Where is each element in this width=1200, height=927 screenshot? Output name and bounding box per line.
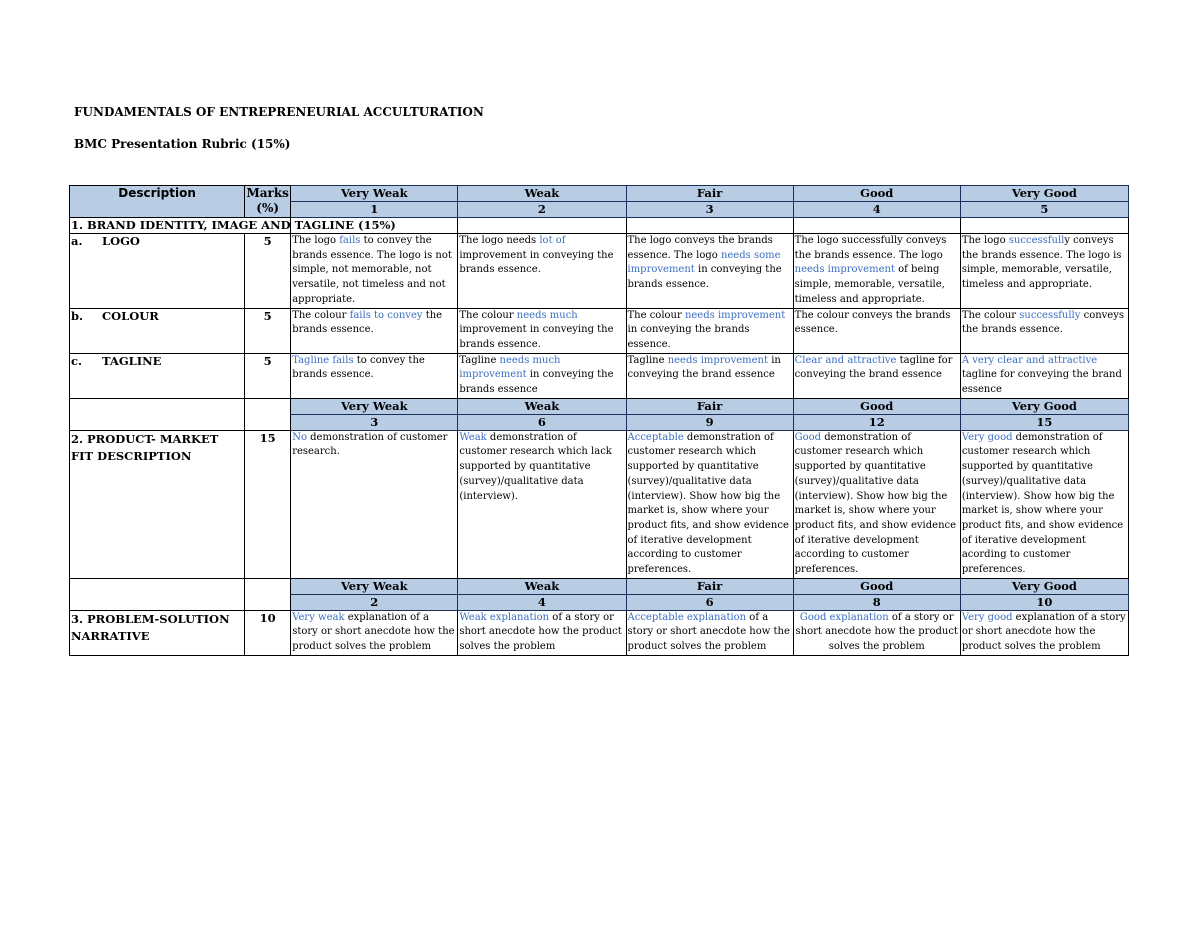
rubric-row-problem-solution — [70, 610, 1129, 655]
rubric-cell — [626, 430, 793, 578]
section2-level-row — [70, 398, 1129, 414]
highlighted-text: needs improvement — [667, 354, 769, 366]
cell-text: y conveys the brands essence. The logo is simple, memorable, versatile, timeless and appropriate. — [961, 235, 1122, 291]
highlighted-text: successfully — [1019, 309, 1081, 321]
criterion-tagline — [70, 353, 245, 398]
cell-text: The logo needs — [459, 235, 540, 246]
cell-text: of being simple, memorable, versatile, timeless and appropriate. — [794, 264, 945, 305]
highlighted-text: Acceptable explanation — [627, 611, 747, 623]
document-title: FUNDAMENTALS OF ENTREPRENEURIAL ACCULTURATION — [74, 105, 484, 119]
level-very-good: Very Good — [960, 186, 1128, 202]
cell-text: demonstration of customer research which supported by quantitative (survey)/qualitative data (interview). Show how big the market is, show where your product fits, and show evidence of iterative development according to customer preferences. — [627, 431, 789, 576]
score-cell: 5 — [960, 202, 1128, 218]
criterion-problem-solution: 3. PROBLEM-SOLUTION NARRATIVE — [70, 610, 245, 655]
marks-header — [245, 186, 291, 218]
criterion-prefix: b. — [71, 308, 84, 323]
rubric-cell — [291, 610, 458, 655]
level-very-good: Very Good — [960, 398, 1128, 414]
section1-title-row — [70, 218, 1129, 234]
rubric-cell — [458, 430, 626, 578]
cell-text: to convey the brands essence. — [292, 354, 425, 381]
cell-text: The colour conveys the brands essence. — [794, 309, 951, 336]
highlighted-text: needs improvement — [794, 264, 895, 276]
rubric-cell — [458, 353, 626, 398]
marks-header-line1: Marks — [246, 186, 289, 200]
rubric-cell — [793, 610, 960, 655]
level-good: Good — [793, 578, 960, 594]
rubric-row-logo — [70, 234, 1129, 309]
cell-text: The logo — [961, 235, 1009, 246]
level-very-weak: Very Weak — [291, 578, 458, 594]
rubric-cell — [626, 234, 793, 309]
rubric-cell — [960, 610, 1128, 655]
score-cell: 3 — [291, 414, 458, 430]
cell-text: conveys the brands essence. — [961, 309, 1125, 336]
criterion-logo — [70, 234, 245, 309]
marks-value: 10 — [245, 610, 291, 655]
highlighted-text: needs improvement — [684, 309, 786, 321]
rubric-cell — [458, 308, 626, 353]
highlighted-text: needs much improvement — [459, 354, 561, 381]
cell-text: the brands essence. — [292, 309, 443, 336]
level-fair: Fair — [626, 398, 793, 414]
highlighted-text: fails — [339, 235, 361, 246]
empty-cell — [793, 218, 960, 234]
score-cell: 3 — [626, 202, 793, 218]
cell-text: tagline for conveying the brand essence — [794, 354, 953, 381]
score-cell: 12 — [793, 414, 960, 430]
level-very-weak: Very Weak — [291, 186, 458, 202]
rubric-cell — [291, 308, 458, 353]
rubric-cell — [793, 308, 960, 353]
highlighted-text: Good explanation — [799, 611, 889, 623]
score-cell: 6 — [626, 594, 793, 610]
level-fair: Fair — [626, 578, 793, 594]
score-cell: 15 — [960, 414, 1128, 430]
marks-header-line2: (%) — [256, 201, 280, 215]
section3-level-row — [70, 578, 1129, 594]
cell-text: demonstration of customer research which supported by quantitative (survey)/qualitative data (interview). Show how big the market is, show where your product fits, and show evidence of iterative development acording to customer preferences. — [961, 431, 1124, 576]
rubric-cell — [793, 430, 960, 578]
marks-value: 5 — [245, 234, 291, 309]
score-cell: 2 — [458, 202, 626, 218]
cell-text: in conveying the brand essence — [627, 354, 781, 381]
highlighted-text: fails to convey — [349, 309, 423, 321]
rubric-cell — [626, 610, 793, 655]
highlighted-text: Acceptable — [627, 431, 684, 443]
level-weak: Weak — [458, 578, 626, 594]
cell-text: explanation of a story or short anecdote how the product solves the problem — [961, 611, 1126, 653]
criterion-prefix: a. — [71, 234, 83, 248]
empty-cell — [245, 398, 291, 430]
rubric-cell — [960, 353, 1128, 398]
criterion-product-market-fit: 2. PRODUCT- MARKET FIT DESCRIPTION — [70, 430, 245, 578]
criterion-prefix: c. — [71, 353, 83, 368]
cell-text: of a story or short anecdote how the product solves the problem — [459, 611, 622, 653]
cell-text: in conveying the brands essence. — [627, 264, 782, 291]
cell-text: The logo successfully conveys the brands essence. The logo — [794, 235, 947, 261]
section1-title: 1. BRAND IDENTITY, IMAGE AND TAGLINE (15%) — [71, 218, 396, 232]
level-good: Good — [793, 186, 960, 202]
document-subtitle: BMC Presentation Rubric (15%) — [74, 137, 291, 151]
rubric-cell — [291, 430, 458, 578]
score-cell: 6 — [458, 414, 626, 430]
level-very-weak: Very Weak — [291, 398, 458, 414]
cell-text: explanation of a story or short anecdote how the product solves the problem — [292, 611, 455, 653]
rubric-cell — [626, 308, 793, 353]
marks-value: 5 — [245, 308, 291, 353]
cell-text: of a story or short anecdote how the product solves the problem — [795, 611, 958, 653]
cell-text: tagline for conveying the brand essence — [961, 369, 1122, 396]
rubric-cell — [960, 308, 1128, 353]
rubric-cell — [291, 234, 458, 309]
cell-text: demonstration of customer research. — [292, 431, 448, 458]
highlighted-text: Weak — [459, 431, 487, 443]
rubric-row-tagline — [70, 353, 1129, 398]
empty-cell — [70, 578, 245, 610]
score-cell: 4 — [793, 202, 960, 218]
score-cell: 9 — [626, 414, 793, 430]
score-cell: 4 — [458, 594, 626, 610]
cell-text: in conveying the brands essence — [459, 369, 614, 396]
rubric-cell — [458, 234, 626, 309]
header-level-row — [70, 186, 1129, 202]
cell-text: The colour — [459, 309, 517, 321]
level-very-good: Very Good — [960, 578, 1128, 594]
rubric-cell — [793, 353, 960, 398]
criterion-colour — [70, 308, 245, 353]
cell-text: demonstration of customer research which lack supported by quantitative (survey)/qualitative data (interview). — [459, 431, 612, 502]
cell-text: The logo — [292, 235, 340, 246]
highlighted-text: No — [292, 431, 307, 443]
cell-text: Tagline — [627, 354, 668, 366]
rubric-cell — [960, 430, 1128, 578]
criterion-name: COLOUR — [102, 308, 159, 323]
marks-value: 15 — [245, 430, 291, 578]
cell-text: The colour — [292, 309, 350, 321]
criterion-name: LOGO — [102, 234, 140, 248]
empty-cell — [626, 218, 793, 234]
score-cell: 2 — [291, 594, 458, 610]
cell-text: to convey the brands essence. The logo is not simple, not memorable, not versatile, not timeless and not appropriate. — [292, 235, 452, 305]
level-fair: Fair — [626, 186, 793, 202]
score-cell: 10 — [960, 594, 1128, 610]
cell-text: of a story or short anecdote how the product solves the problem — [627, 611, 790, 653]
cell-text: in conveying the brands essence. — [627, 324, 750, 350]
highlighted-text: needs much — [516, 309, 578, 321]
highlighted-text: Very weak — [292, 611, 345, 623]
highlighted-text: needs some improvement — [627, 249, 781, 276]
cell-text: Tagline — [459, 354, 500, 366]
highlighted-text: lot of — [539, 235, 566, 246]
empty-cell — [70, 398, 245, 430]
cell-text: The logo conveys the brands essence. The logo — [627, 235, 773, 261]
criterion-name: TAGLINE — [102, 353, 162, 368]
cell-text: The colour — [627, 309, 685, 321]
rubric-cell — [291, 353, 458, 398]
level-good: Good — [793, 398, 960, 414]
highlighted-text: Good — [794, 431, 822, 443]
cell-text: improvement in conveying the brands essence. — [459, 324, 614, 350]
highlighted-text: successfull — [1008, 235, 1065, 246]
level-weak: Weak — [458, 398, 626, 414]
highlighted-text: A very clear and attractive — [961, 354, 1098, 366]
description-header: Description — [70, 186, 245, 218]
marks-value: 5 — [245, 353, 291, 398]
cell-text: The colour — [961, 309, 1020, 321]
highlighted-text: Very good — [961, 611, 1013, 623]
highlighted-text: Tagline fails — [292, 354, 354, 366]
highlighted-text: Very good — [961, 431, 1013, 443]
rubric-cell — [793, 234, 960, 309]
score-cell: 1 — [291, 202, 458, 218]
rubric-cell — [626, 353, 793, 398]
empty-cell — [458, 218, 626, 234]
rubric-row-product-market-fit — [70, 430, 1129, 578]
score-cell: 8 — [793, 594, 960, 610]
rubric-cell — [960, 234, 1128, 309]
rubric-table — [69, 185, 1129, 656]
empty-cell — [960, 218, 1128, 234]
highlighted-text: Clear and attractive — [794, 354, 897, 366]
level-weak: Weak — [458, 186, 626, 202]
cell-text: demonstration of customer research which supported by quantitative (survey)/qualitative data (interview). Show how big the market is, show where your product fits, and show evidence of iterative development according to customer preferences. — [794, 431, 957, 576]
rubric-row-colour — [70, 308, 1129, 353]
empty-cell — [245, 578, 291, 610]
rubric-cell — [458, 610, 626, 655]
cell-text: improvement in conveying the brands essence. — [459, 249, 614, 276]
highlighted-text: Weak explanation — [459, 611, 550, 623]
